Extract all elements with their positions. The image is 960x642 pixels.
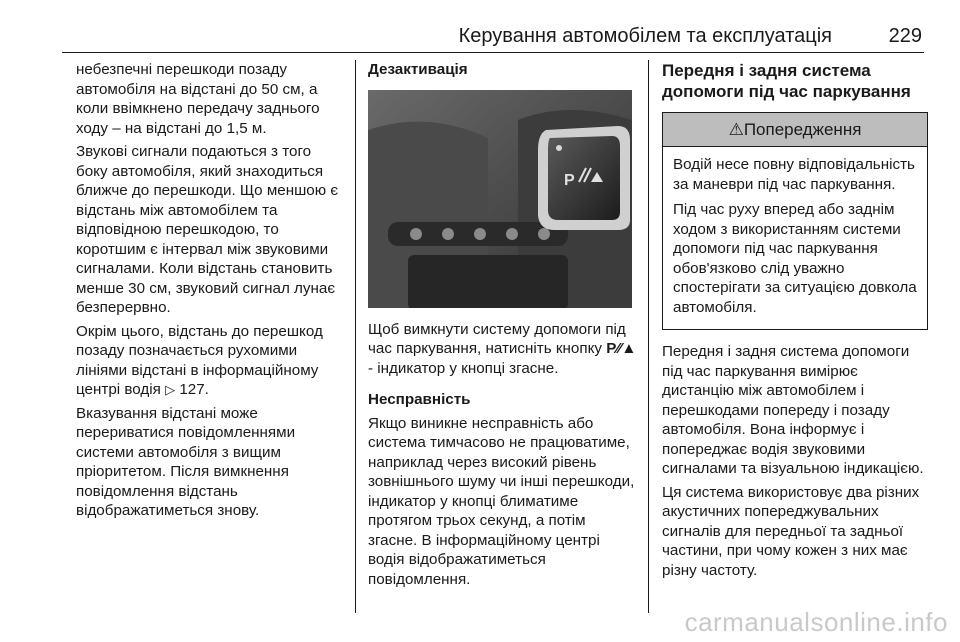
parking-assist-button-illustration xyxy=(368,90,632,308)
paragraph xyxy=(76,322,346,400)
column-middle xyxy=(368,60,638,593)
parking-assist-button-photo xyxy=(368,90,632,308)
paragraph xyxy=(368,320,638,379)
page-header xyxy=(62,0,924,53)
paragraph: Ця система використовує два різних акустичних попереджувальних сигналів для передньої та задньої частини, при чому кожен з них має різну частоту. xyxy=(662,483,920,579)
paragraph: Якщо виникне несправність або система тимчасово не працюватиме, наприклад через високий рівень зовнішнього шуму чи інші перешкоди, індикатор у кнопці блиматиме протягом трьох секунд, а потім згасне. В інформаційному центрі водія відображатиметься повідомлення. xyxy=(368,414,635,588)
section-heading: Передня і задня система допомоги під час паркування xyxy=(662,61,911,101)
svg-text:P: P xyxy=(564,171,575,189)
warning-body xyxy=(663,147,927,329)
paragraph-text: Щоб вимкнути систему допомоги під час паркування, натисніть кнопку xyxy=(368,320,626,357)
section-heading: Несправність xyxy=(368,391,471,408)
column-left xyxy=(76,60,346,525)
triangle-right-icon: ▷ xyxy=(165,382,176,397)
section-heading: Дезактивація xyxy=(368,61,468,78)
paragraph: Вказування відстані може перериватися повідомленнями системи автомобіля з вищим пріоритетом. Після вимкнення повідомлення відстань відображатиметься знову. xyxy=(76,404,296,519)
parking-assist-symbol: P⁄⁄▲ xyxy=(606,340,637,357)
paragraph: Передня і задня система допомоги під час паркування вимірює дистанцію між автомобілем і перешкодами попереду і позаду автомобіля. Вона інформує і попереджає водія звуковими сигналами та візуальною індикацією. xyxy=(662,343,924,477)
page-number: 229 xyxy=(888,25,922,47)
running-title: Керування автомобілем та експлуатація xyxy=(458,25,832,47)
paragraph-text: - індикатор у кнопці згасне. xyxy=(368,359,559,377)
paragraph: небезпечні перешкоди позаду автомобіля на відстані до 50 см, а коли ввімкнено передачу заднього ходу – на відстані до 1,5 м. xyxy=(76,61,320,137)
paragraph: Звукові сигнали подаються з того боку автомобіля, який знаходиться ближче до перешкоди. Що меншою є відстань між автомобілем та відповідною перешкодою, то коротшим є інтервал між звуковими сигналами. Коли відстань становить менше 30 см, звуковий сигнал лунає безперервно. xyxy=(76,143,339,316)
warning-title: Попередження xyxy=(743,120,862,139)
column-right xyxy=(662,60,928,584)
watermark: carmanualsonline.info xyxy=(684,607,948,637)
page-reference-link[interactable]: 127. xyxy=(179,381,209,398)
paragraph-text: Окрім цього, відстань до перешкод позаду позначається рухомими лініями відстані в інформаційному центрі водія xyxy=(76,322,323,398)
warning-box xyxy=(662,112,928,330)
column-divider xyxy=(648,60,649,613)
paragraph: Під час руху вперед або заднім ходом з використанням системи допомоги під час паркування обов'язково слід уважно спостерігати за ситуацією довкола автомобіля. xyxy=(673,201,917,316)
column-divider xyxy=(355,60,356,613)
paragraph: Водій несе повну відповідальність за маневри під час паркування. xyxy=(673,156,915,193)
warning-header xyxy=(663,113,927,147)
warning-triangle-icon: ⚠ xyxy=(728,120,744,139)
